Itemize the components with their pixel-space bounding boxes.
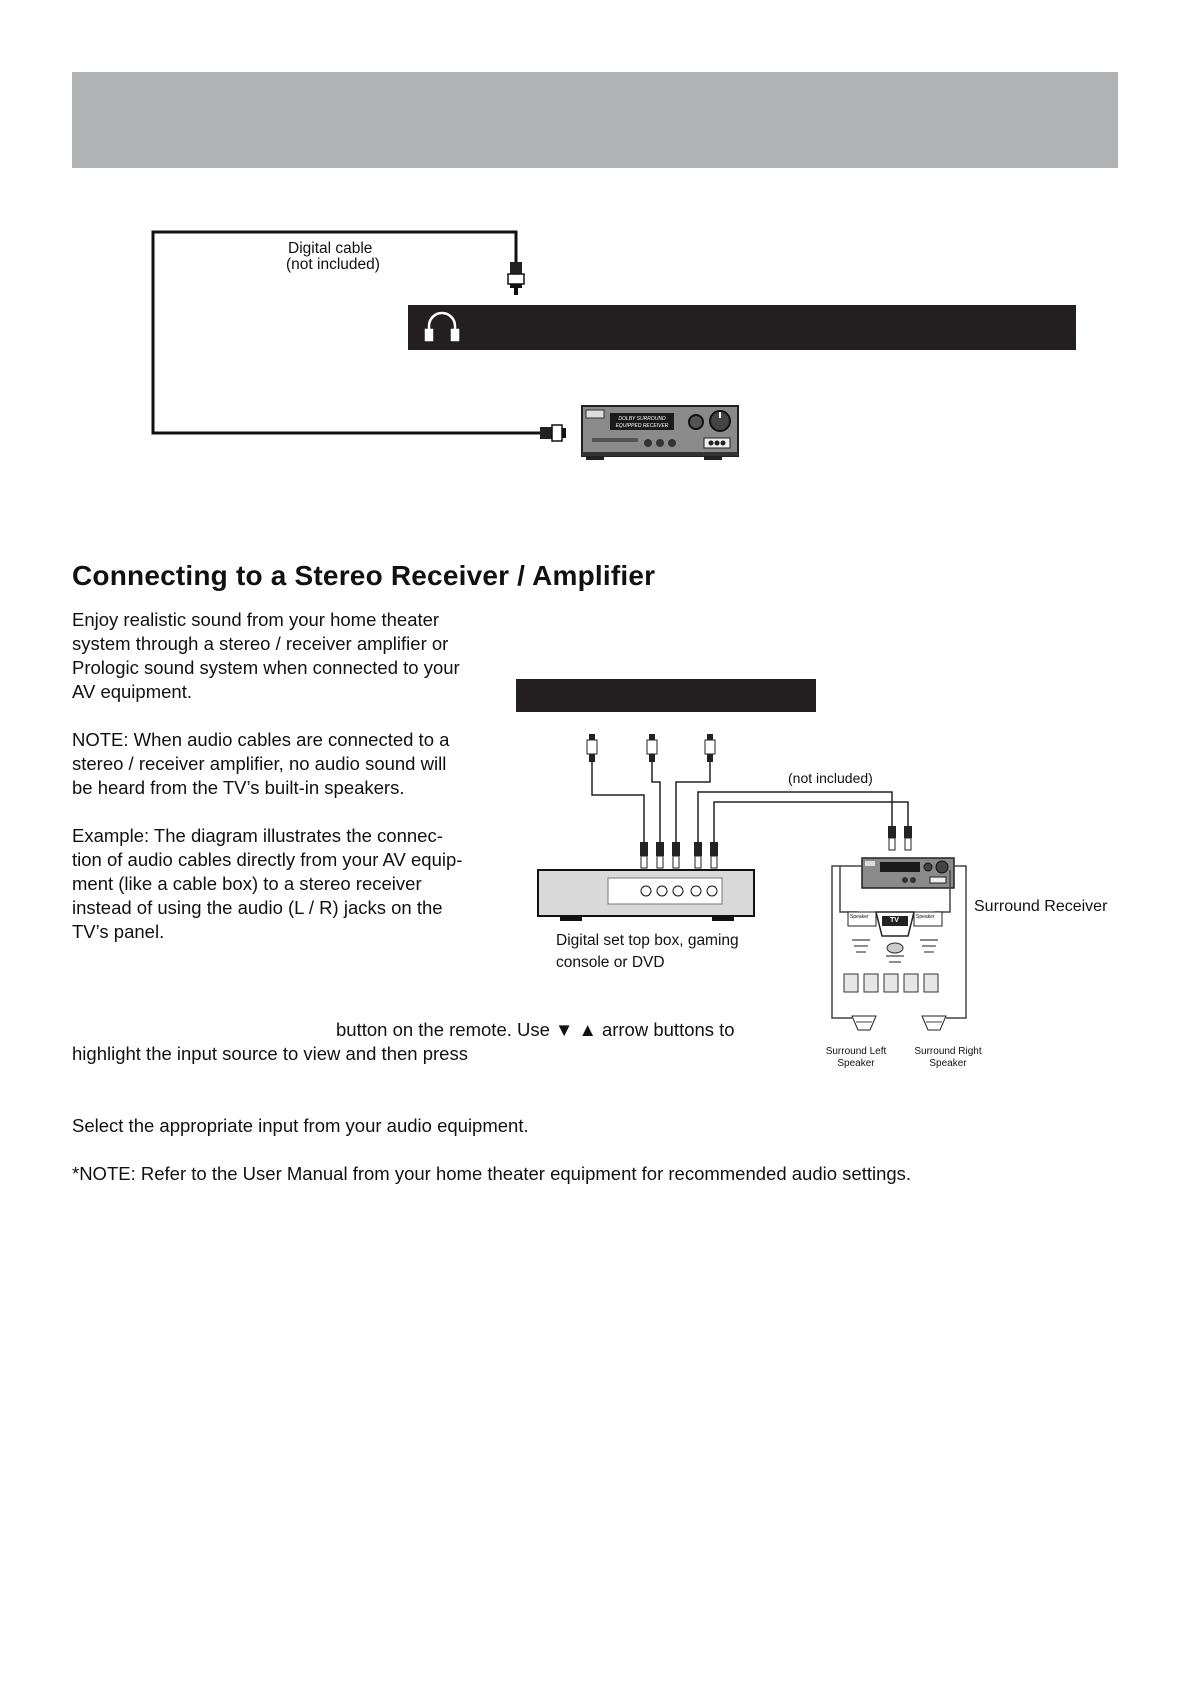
note-line: be heard from the TV’s built-in speakers. xyxy=(72,777,405,798)
not-included-label: (not included) xyxy=(286,256,380,273)
surround-left-line1: Surround Left xyxy=(825,1046,887,1057)
example-line: TV’s panel. xyxy=(72,921,165,942)
speaker-left-label: Speaker xyxy=(850,914,869,920)
example-line: Example: The diagram illustrates the connec- xyxy=(72,825,443,846)
surround-right-line2: Speaker xyxy=(929,1058,967,1069)
tv-label: TV xyxy=(890,917,899,924)
note-line: NOTE: When audio cables are connected to a xyxy=(72,729,450,750)
example-line: ment (like a cable box) to a stereo receiver xyxy=(72,873,422,894)
surround-receiver-label: Surround Receiver xyxy=(974,898,1108,915)
surround-right-speaker xyxy=(922,1016,946,1030)
surround-left-speaker xyxy=(852,1016,876,1030)
receiver-rca-plugs xyxy=(888,826,912,850)
final-note: *NOTE: Refer to the User Manual from your home theater equipment for recommended audio settings. xyxy=(72,1163,912,1184)
svg-text:EQUIPPED RECEIVER: EQUIPPED RECEIVER xyxy=(615,423,669,429)
surround-right-line1: Surround Right xyxy=(914,1046,982,1057)
source-rca-plugs xyxy=(640,842,718,868)
source-label-line2: console or DVD xyxy=(556,954,665,971)
note-line: stereo / receiver amplifier, no audio sound will xyxy=(72,753,447,774)
select-input-text: Select the appropriate input from your audio equipment. xyxy=(72,1115,529,1136)
surround-receiver-illustration xyxy=(862,858,954,888)
source-label-line1: Digital set top box, gaming xyxy=(556,932,739,949)
not-included-label-av: (not included) xyxy=(788,770,873,786)
top-rca-plugs xyxy=(587,734,715,762)
remote-instruction-line2: highlight the input source to view and then press xyxy=(72,1043,468,1064)
intro-line: Enjoy realistic sound from your home theater xyxy=(72,609,440,630)
digital-cable-label: Digital cable xyxy=(288,240,373,257)
intro-line: system through a stereo / receiver amplifier or xyxy=(72,633,449,654)
surround-right-label xyxy=(908,1046,988,1070)
example-line: instead of using the audio (L / R) jacks on the xyxy=(72,897,443,918)
example-line: tion of audio cables directly from your AV equip- xyxy=(72,849,463,870)
surround-left-line2: Speaker xyxy=(837,1058,875,1069)
svg-text:DOLBY SURROUND: DOLBY SURROUND xyxy=(618,416,666,422)
intro-line: Prologic sound system when connected to your xyxy=(72,657,460,678)
remote-instruction-line1: button on the remote. Use ▼ ▲ arrow buttons to xyxy=(336,1019,735,1040)
av-panel-strip xyxy=(516,679,816,712)
surround-left-label xyxy=(820,1046,892,1070)
section-title: Connecting to a Stereo Receiver / Amplifier xyxy=(72,560,656,591)
speaker-right-label: Speaker xyxy=(916,914,935,920)
set-top-box-illustration xyxy=(538,870,754,921)
audience-seats xyxy=(844,974,938,992)
intro-line: AV equipment. xyxy=(72,681,192,702)
